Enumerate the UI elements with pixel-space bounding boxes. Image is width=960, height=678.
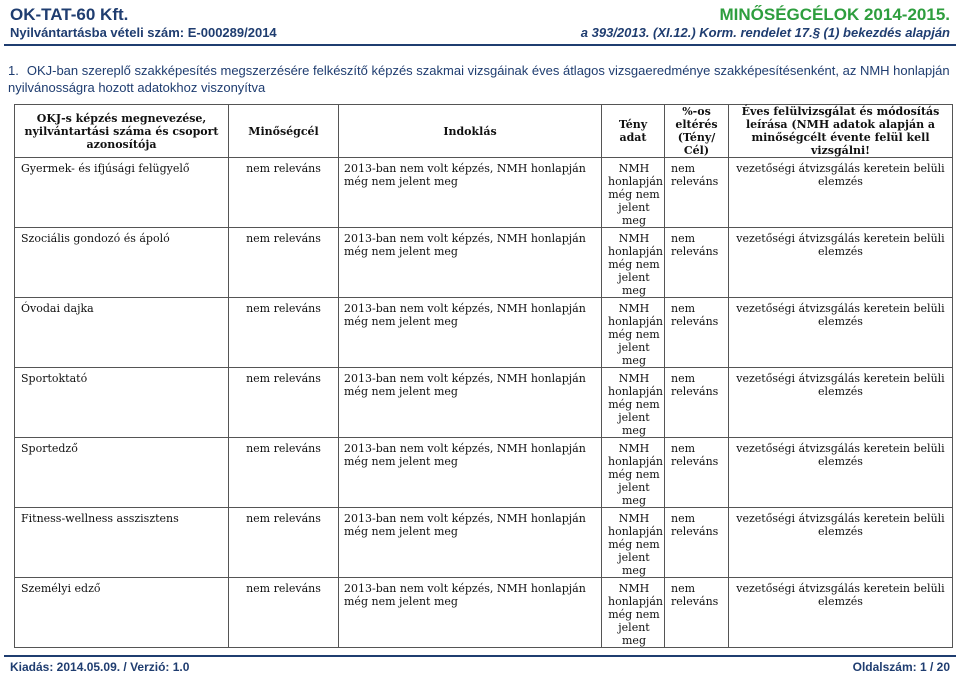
page-number: Oldalszám: 1 / 20 <box>852 660 950 674</box>
justification-cell: 2013-ban nem volt képzés, NMH honlapján még nem jelent meg <box>339 158 602 228</box>
fact-data-cell: NMH honlapján még nem jelent meg <box>602 438 665 508</box>
org-name: OK-TAT-60 Kft. <box>10 5 129 24</box>
deviation-percent-cell: nem releváns <box>665 368 729 438</box>
deviation-percent-cell: nem releváns <box>665 578 729 648</box>
header-fact: Tény adat <box>602 105 665 158</box>
table-row <box>15 298 953 368</box>
justification-cell: 2013-ban nem volt képzés, NMH honlapján még nem jelent meg <box>339 578 602 648</box>
training-name-cell: Sportedző <box>15 438 229 508</box>
training-name-cell: Óvodai dajka <box>15 298 229 368</box>
header-deviation: %-os eltérés (Tény/ Cél) <box>665 105 729 158</box>
header-review: Éves felülvizsgálat és módosítás leírása (NMH adatok alapján a minőségcélt évente felül kell vizsgálni! <box>729 105 953 158</box>
annual-review-cell: vezetőségi átvizsgálás keretein belüli elemzés <box>729 508 953 578</box>
header-name: OKJ-s képzés megnevezése, nyilvántartási száma és csoport azonosítója <box>15 105 229 158</box>
table-row <box>15 158 953 228</box>
header-right <box>581 6 950 42</box>
table-row <box>15 438 953 508</box>
fact-data-cell: NMH honlapján még nem jelent meg <box>602 228 665 298</box>
fact-data-cell: NMH honlapján még nem jelent meg <box>602 158 665 228</box>
section-title-text: OKJ-ban szereplő szakképesítés megszerzésére felkészítő képzés szakmai vizsgáinak éves átlagos vizsgaeredménye szakképesítésenként, az NMH honlapján nyilvánosságra hozott adatokhoz viszonyítva <box>8 63 950 95</box>
fact-data-cell: NMH honlapján még nem jelent meg <box>602 368 665 438</box>
deviation-percent-cell: nem releváns <box>665 438 729 508</box>
table-row <box>15 228 953 298</box>
header-left <box>10 6 277 42</box>
deviation-percent-cell: nem releváns <box>665 228 729 298</box>
annual-review-cell: vezetőségi átvizsgálás keretein belüli elemzés <box>729 298 953 368</box>
quality-goal-cell: nem releváns <box>229 578 339 648</box>
annual-review-cell: vezetőségi átvizsgálás keretein belüli elemzés <box>729 438 953 508</box>
header-goal: Minőségcél <box>229 105 339 158</box>
training-name-cell: Szociális gondozó és ápoló <box>15 228 229 298</box>
annual-review-cell: vezetőségi átvizsgálás keretein belüli elemzés <box>729 228 953 298</box>
justification-cell: 2013-ban nem volt képzés, NMH honlapján még nem jelent meg <box>339 298 602 368</box>
training-name-cell: Személyi edző <box>15 578 229 648</box>
registration-number: Nyilvántartásba vételi szám: E-000289/2014 <box>10 25 277 40</box>
annual-review-cell: vezetőségi átvizsgálás keretein belüli elemzés <box>729 578 953 648</box>
quality-goal-cell: nem releváns <box>229 438 339 508</box>
fact-data-cell: NMH honlapján még nem jelent meg <box>602 578 665 648</box>
fact-data-cell: NMH honlapján még nem jelent meg <box>602 508 665 578</box>
decree-reference: a 393/2013. (XI.12.) Korm. rendelet 17.§ (1) bekezdés alapján <box>580 25 950 40</box>
justification-cell: 2013-ban nem volt képzés, NMH honlapján még nem jelent meg <box>339 438 602 508</box>
table-row <box>15 508 953 578</box>
justification-cell: 2013-ban nem volt képzés, NMH honlapján még nem jelent meg <box>339 228 602 298</box>
quality-goal-cell: nem releváns <box>229 228 339 298</box>
justification-cell: 2013-ban nem volt képzés, NMH honlapján még nem jelent meg <box>339 368 602 438</box>
training-name-cell: Fitness-wellness asszisztens <box>15 508 229 578</box>
quality-goal-cell: nem releváns <box>229 158 339 228</box>
quality-goal-cell: nem releváns <box>229 298 339 368</box>
table-header-row <box>15 105 953 158</box>
quality-goals-title: MINŐSÉGCÉLOK 2014-2015. <box>719 5 950 24</box>
quality-goals-table <box>14 104 953 648</box>
annual-review-cell: vezetőségi átvizsgálás keretein belüli elemzés <box>729 158 953 228</box>
deviation-percent-cell: nem releváns <box>665 508 729 578</box>
issue-version: Kiadás: 2014.05.09. / Verzió: 1.0 <box>10 660 190 674</box>
page-footer <box>4 655 956 675</box>
annual-review-cell: vezetőségi átvizsgálás keretein belüli elemzés <box>729 368 953 438</box>
table-row <box>15 368 953 438</box>
section-title <box>8 62 952 96</box>
training-name-cell: Sportoktató <box>15 368 229 438</box>
section-number: 1. <box>8 63 19 78</box>
quality-goal-cell: nem releváns <box>229 368 339 438</box>
header-reason: Indoklás <box>339 105 602 158</box>
justification-cell: 2013-ban nem volt képzés, NMH honlapján még nem jelent meg <box>339 508 602 578</box>
deviation-percent-cell: nem releváns <box>665 298 729 368</box>
quality-goal-cell: nem releváns <box>229 508 339 578</box>
page-header <box>4 4 956 46</box>
table-row <box>15 578 953 648</box>
training-name-cell: Gyermek- és ifjúsági felügyelő <box>15 158 229 228</box>
deviation-percent-cell: nem releváns <box>665 158 729 228</box>
fact-data-cell: NMH honlapján még nem jelent meg <box>602 298 665 368</box>
